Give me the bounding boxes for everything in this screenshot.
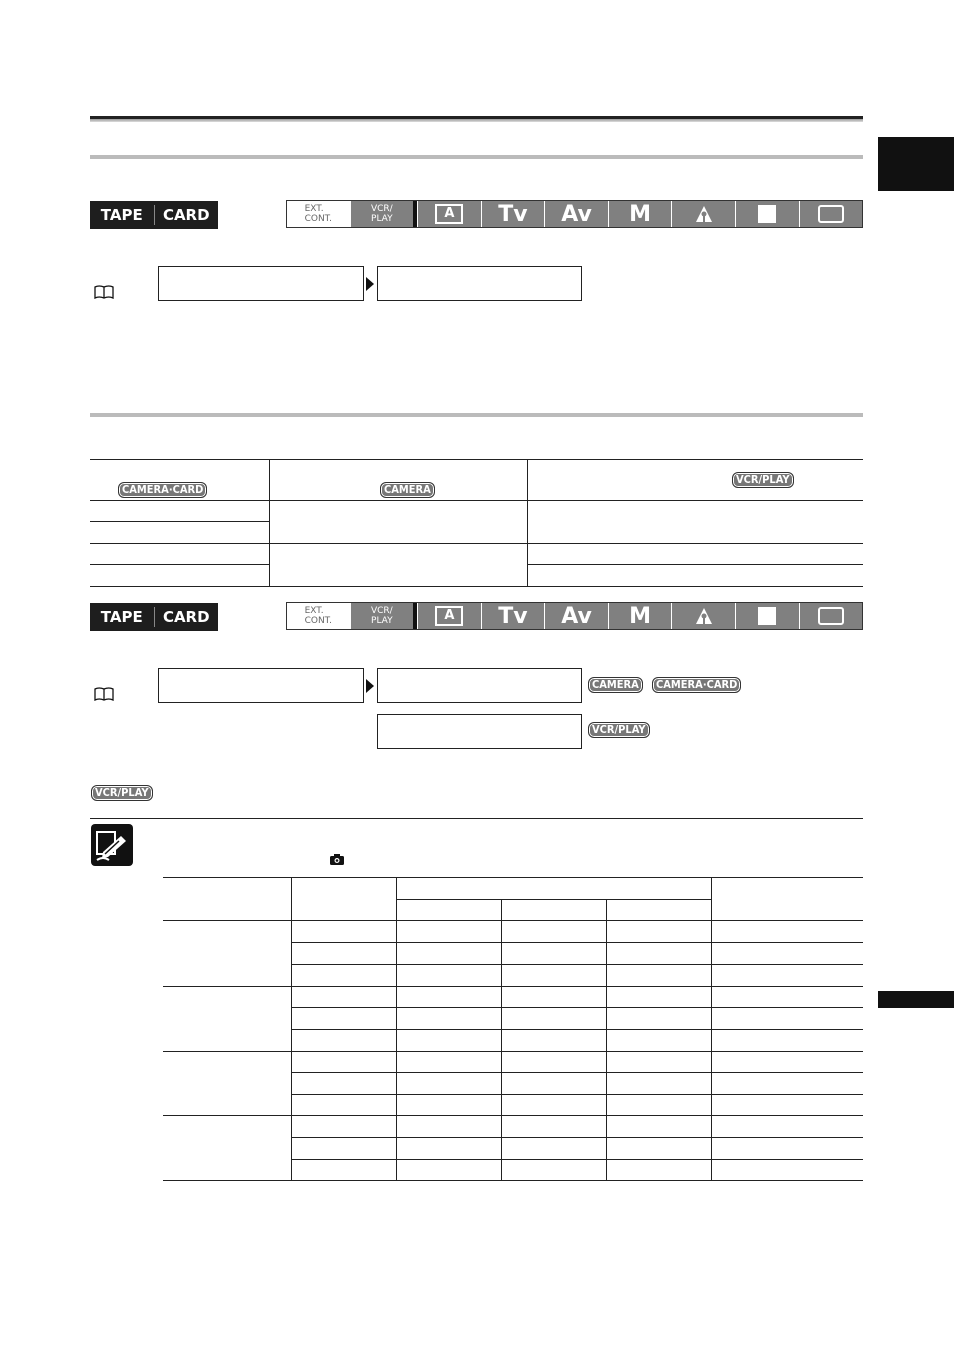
tv-mode: Tv bbox=[481, 603, 545, 629]
program-mode-icon bbox=[799, 603, 863, 629]
m-mode: M bbox=[608, 603, 672, 629]
note-rule bbox=[90, 818, 863, 819]
vcr-play-mode: VCR/ PLAY bbox=[350, 201, 414, 227]
section-tab bbox=[878, 991, 954, 1008]
card-label: CARD bbox=[162, 608, 210, 626]
auto-mode: A bbox=[417, 201, 481, 227]
camera-tag: CAMERA bbox=[380, 482, 435, 498]
camera-card-tag: CAMERA·CARD bbox=[652, 677, 741, 693]
ext-cont-mode: EXT. CONT. bbox=[287, 603, 350, 629]
program-mode-icon bbox=[799, 201, 863, 227]
book-icon bbox=[94, 687, 114, 705]
vcr-play-mode: VCR/ PLAY bbox=[350, 603, 414, 629]
night-mode-icon bbox=[735, 201, 799, 227]
submenu-step-box bbox=[377, 266, 582, 301]
book-icon bbox=[94, 285, 114, 303]
auto-mode: A bbox=[417, 603, 481, 629]
menu-step-box bbox=[158, 266, 364, 301]
night-mode-icon bbox=[735, 603, 799, 629]
av-mode: Av bbox=[544, 201, 608, 227]
menu-step-box-2 bbox=[158, 668, 364, 703]
header-rule bbox=[90, 116, 863, 122]
vcr-play-tag: VCR/PLAY bbox=[732, 472, 794, 488]
vcr-play-tag: VCR/PLAY bbox=[588, 722, 650, 738]
mode-dial-bar bbox=[286, 200, 863, 228]
ext-cont-mode: EXT. CONT. bbox=[287, 201, 350, 227]
section-rule-1 bbox=[90, 155, 863, 159]
camera-tag: CAMERA bbox=[588, 677, 643, 693]
portrait-mode-icon bbox=[671, 603, 735, 629]
camera-card-tag: CAMERA·CARD bbox=[118, 482, 207, 498]
tv-mode: Tv bbox=[481, 201, 545, 227]
submenu-step-box-vcr bbox=[377, 714, 582, 749]
pencil-note-icon bbox=[91, 824, 133, 866]
triangle-right-icon bbox=[366, 679, 374, 693]
vcr-play-tag: VCR/PLAY bbox=[91, 785, 153, 801]
mode-dial-bar-2 bbox=[286, 602, 863, 630]
camera-icon bbox=[330, 850, 344, 869]
portrait-mode-icon bbox=[671, 201, 735, 227]
submenu-step-box-camera bbox=[377, 668, 582, 703]
chapter-tab bbox=[878, 137, 954, 191]
section-rule-2 bbox=[90, 413, 863, 417]
card-label: CARD bbox=[162, 206, 210, 224]
tape-card-badge-2 bbox=[90, 603, 218, 631]
m-mode: M bbox=[608, 201, 672, 227]
tape-label: TAPE bbox=[100, 608, 143, 626]
triangle-right-icon bbox=[366, 277, 374, 291]
tape-label: TAPE bbox=[100, 206, 143, 224]
tape-card-badge bbox=[90, 201, 218, 229]
av-mode: Av bbox=[544, 603, 608, 629]
